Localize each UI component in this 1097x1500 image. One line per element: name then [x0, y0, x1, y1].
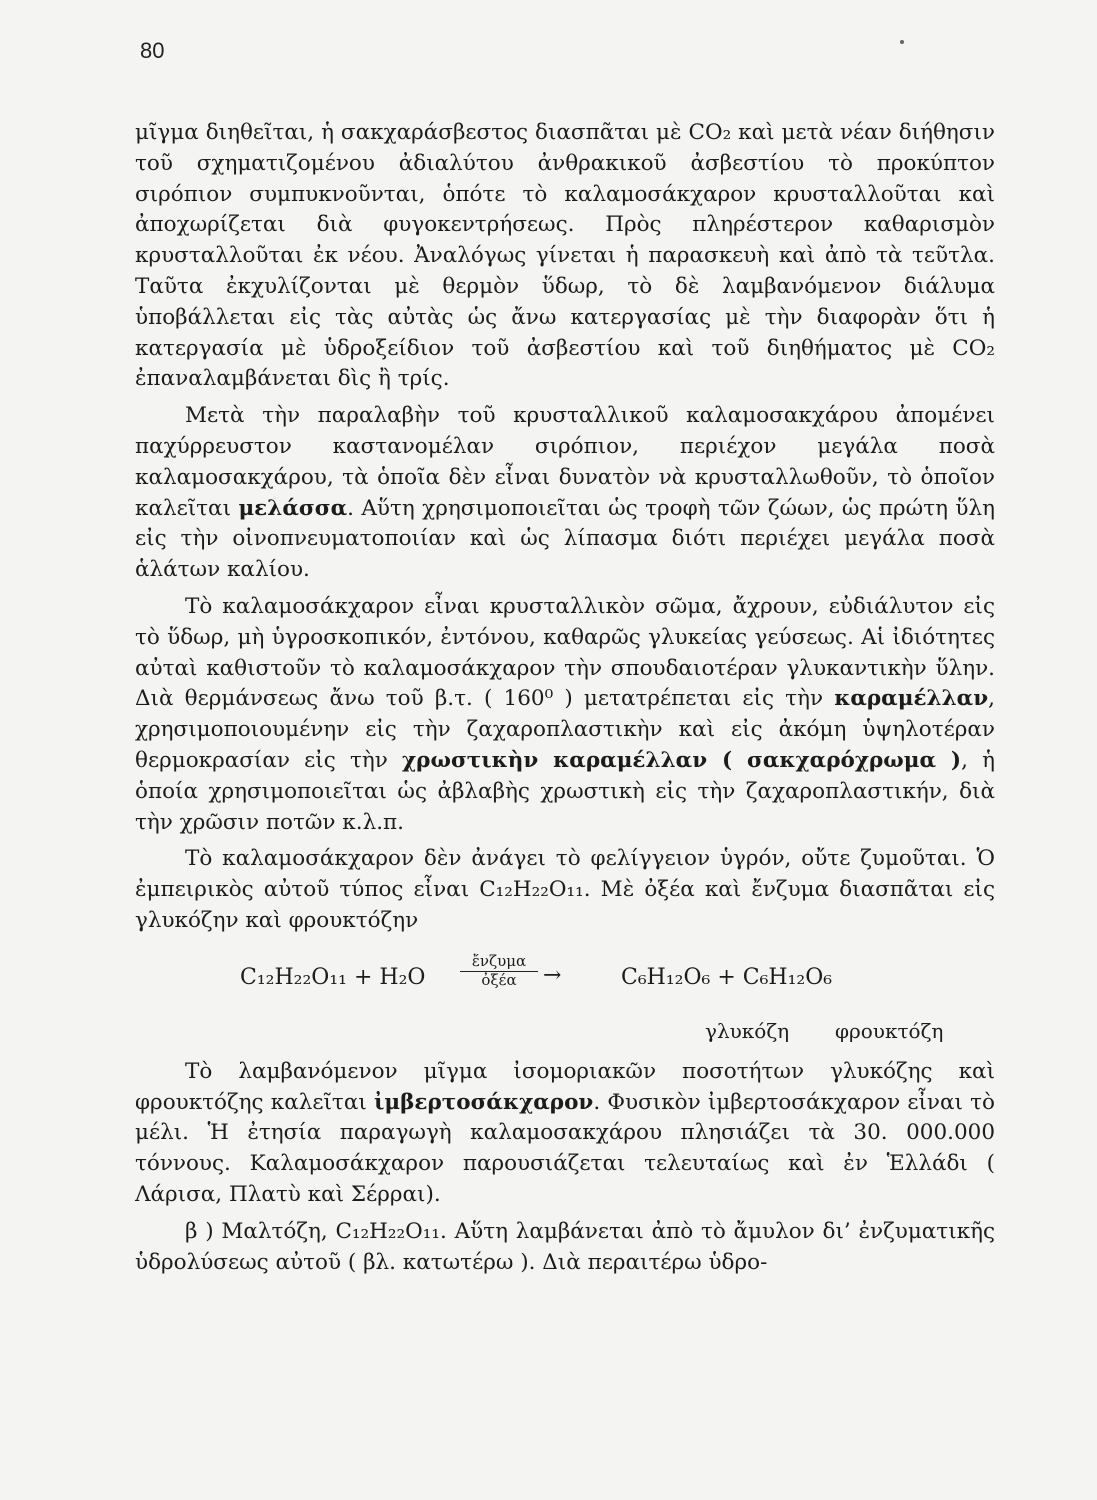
paragraph-invert-sugar [135, 1057, 995, 1211]
paragraph-text: , χρησιμοποιουμένην εἰς τὴν ζαχαροπλαστικὴν καὶ εἰς ἀκόμη ὑψηλοτέραν θερμοκρασίαν εἰς τὴν [135, 686, 995, 773]
equation-labels [135, 1019, 995, 1051]
paragraph-text: Μετὰ τὴν παραλαβὴν τοῦ κρυσταλλικοῦ καλαμοσακχάρου ἀπομένει παχύρρευστον καστανομέλαν σιρόπιον, περιέχον μεγάλα ποσὰ καλαμοσακχάρου, τὰ ὁποῖα δὲν εἶναι δυνατὸν νὰ κρυσταλλωθοῦν, τὸ ὁποῖον καλεῖται [135, 403, 995, 521]
label-glucose: γλυκόζη [705, 1018, 790, 1043]
paragraph-properties [135, 592, 995, 838]
paragraph-text: , ἡ ὁποία χρησιμοποιεῖται ὡς ἀβλαβὴς χρωστικὴ εἰς τὴν ζαχαροπλαστικήν, διὰ τὴν χρῶσιν ποτῶν κ.λ.π. [135, 747, 995, 835]
margin-dot [900, 40, 904, 44]
paragraph-text: . Αὕτη χρησιμοποιεῖται ὡς τροφὴ τῶν ζώων, ὡς πρώτη ὕλη εἰς τὴν οἰνοπνευματοποιίαν καὶ ὡς λίπασμα διότι περιέχει μεγάλα ποσὰ ἁλάτων καλίου. [135, 495, 995, 583]
paragraph-text: Τὸ λαμβανόμενον μῖγμα ἰσομοριακῶν ποσοτήτων γλυκόζης καὶ φρουκτόζης καλεῖται [135, 1058, 995, 1115]
equation-products: C₆H₁₂O₆ + C₆H₁₂O₆ [621, 964, 833, 990]
label-fructose: φρουκτόζη [835, 1018, 944, 1043]
page-body [135, 118, 995, 1278]
paragraph-melassa [135, 401, 995, 586]
paragraph-text: Τὸ καλαμοσάκχαρον εἶναι κρυσταλλικὸν σῶμα, ἄχρουν, εὐδιάλυτον εἰς τὸ ὕδωρ, μὴ ὑγροσκοπικόν, ἐντόνου, καθαρῶς γλυκείας γεύσεως. Αἱ ἰδιότητες αὐταὶ καθιστοῦν τὸ καλαμοσάκχαρον τὴν σπουδαιοτέραν γλυκαντικὴν ὕλην. Διὰ θερμάνσεως ἄνω τοῦ β.τ. ( 160⁰ ) μετατρέπεται εἰς τὴν [135, 593, 995, 712]
term-melassa: μελάσσα [238, 495, 348, 521]
paragraph-maltose: β ) Μαλτόζη, C₁₂H₂₂O₁₁. Αὕτη λαμβάνεται ἀπὸ τὸ ἄμυλον δι’ ἐνζυματικῆς ὑδρολύσεως αὐτοῦ ( βλ. κατωτέρω ). Διὰ περαιτέρω ὑδρο- [135, 1218, 995, 1275]
term-colour-caramel: χρωστικὴν καραμέλλαν ( σακχαρόχρωμα ) [402, 747, 962, 773]
reaction-arrow-icon: → [543, 962, 562, 988]
page-number: 80 [140, 38, 165, 63]
paragraph-1: μῖγμα διηθεῖται, ἡ σακχαράσβεστος διασπᾶται μὲ CO₂ καὶ μετὰ νέαν διήθησιν τοῦ σχηματιζομένου ἀδιαλύτου ἀνθρακικοῦ ἀσβεστίου τὸ προκύπτον σιρόπιον συμπυκνοῦνται, ὁπότε τὸ καλαμοσάκχαρον κρυσταλλοῦται καὶ ἀποχωρίζεται διὰ φυγοκεντρήσεως. Πρὸς πληρέστερον καθαρισμὸν κρυσταλλοῦται ἐκ νέου. Ἀναλόγως γίνεται ἡ παρασκευὴ καὶ ἀπὸ τὰ τεῦτλα. Ταῦτα ἐκχυλίζονται μὲ θερμὸν ὕδωρ, τὸ δὲ λαμβανόμενον διάλυμα ὑποβάλλεται εἰς τὰς αὐτὰς ὡς ἄνω κατεργασίας μὲ τὴν διαφορὰν ὅτι ἡ κατεργασία μὲ ὑδροξείδιον τοῦ ἀσβεστίου καὶ τοῦ διηθήματος μὲ CO₂ ἐπαναλαμβάνεται δὶς ἢ τρίς. [135, 120, 995, 392]
equation-catalysts [460, 953, 538, 989]
catalyst-enzyme: ἔνζυμα [460, 953, 538, 972]
equation-reactants: C₁₂H₂₂O₁₁ + H₂O [240, 964, 426, 990]
hydrolysis-equation [135, 953, 995, 1017]
term-invert-sugar: ἰμβερτοσάκχαρον [373, 1089, 594, 1115]
paragraph-text: . Φυσικὸν ἰμβερτοσάκχαρον εἶναι τὸ μέλι. Ἡ ἐτησία παραγωγὴ καλαμοσακχάρου πλησιάζει τὰ 30. 000.000 τόννους. Καλαμοσάκχαρον παρουσιάζεται τελευταίως καὶ ἐν Ἑλλάδι ( Λάρισα, Πλατὺ καὶ Σέρραι). [135, 1089, 995, 1207]
paragraph-hydrolysis: Τὸ καλαμοσάκχαρον δὲν ἀνάγει τὸ φελίγγειον ὑγρόν, οὔτε ζυμοῦται. Ὁ ἐμπειρικὸς αὐτοῦ τύπος εἶναι C₁₂H₂₂O₁₁. Μὲ ὀξέα καὶ ἔνζυμα διασπᾶται εἰς γλυκόζην καὶ φρουκτόζην [135, 846, 995, 933]
term-caramel: καραμέλλαν [834, 686, 989, 712]
catalyst-acid: ὀξέα [481, 970, 517, 989]
